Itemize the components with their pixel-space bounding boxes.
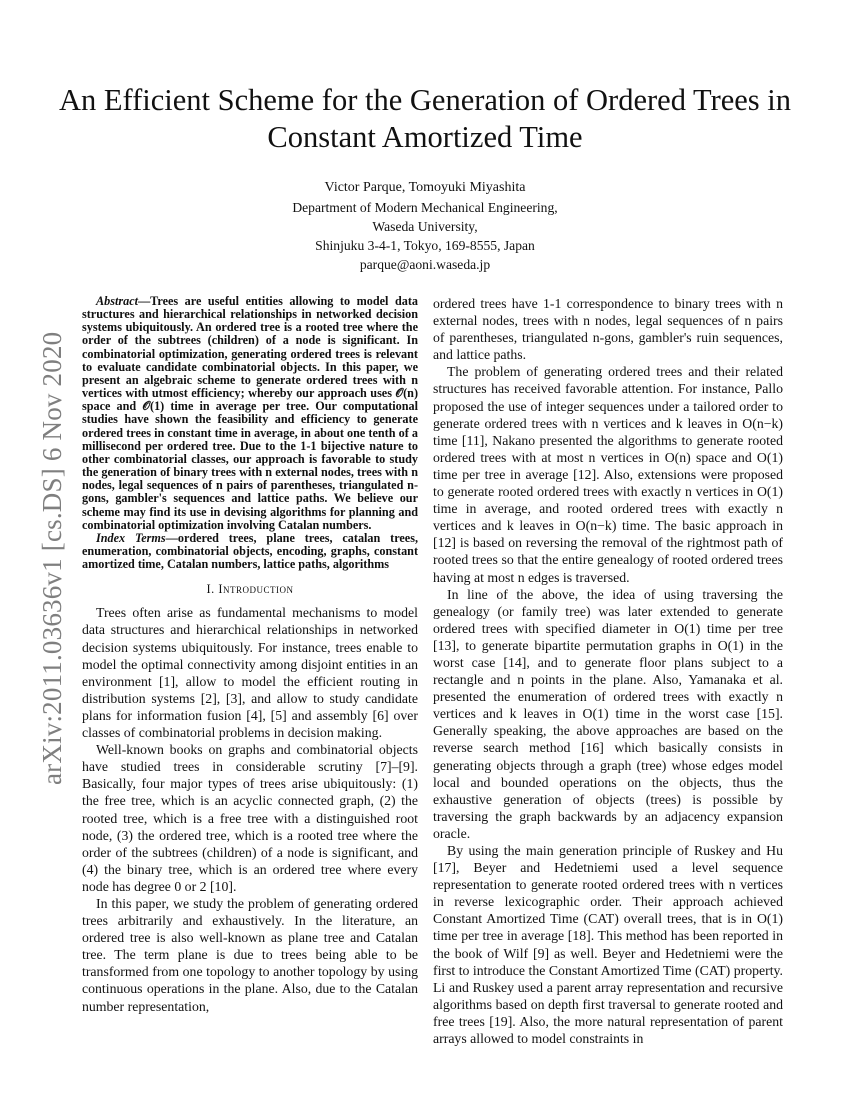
paragraph: ordered trees have 1-1 correspondence to binary trees with n external nodes, trees with n nodes, legal sequences of n pairs of parentheses, triangulated n-gons, gambler's ruin sequences, and lattice paths. [433, 296, 783, 363]
abstract-text: —Trees are useful entities allowing to model data structures and hierarchical relationships in networked decision systems ubiquitously. An ordered tree is a rooted tree where the order of the subtrees (children) of a node is significant. In combinatorial optimization, generating ordered trees is relevant to evaluate candidate combinatorial objects. In this paper, we present an algebraic scheme to generate ordered trees with n vertices with utmost efficiency; whereby our approach uses 𝒪(n) space and 𝒪(1) time in average per tree. Our computational studies have shown the feasibility and efficiency to generate ordered trees in constant time in average, in about one tenth of a millisecond per ordered tree. Due to the 1-1 bijective nature to other combinatorial classes, our approach is favorable to study the generation of binary trees with n external nodes, trees with n nodes, legal sequences of n pairs of parentheses, triangulated n-gons, gambler's sequences and lattice paths. We believe our scheme may find its use in devising algorithms for planning and combinatorial optimization involving Catalan numbers. [82, 294, 418, 532]
section-title: Introduction [218, 582, 294, 597]
author-block [0, 178, 850, 274]
author-names: Victor Parque, Tomoyuki Miyashita [324, 180, 526, 195]
author-university: Waseda University, [372, 219, 478, 234]
paragraph: Trees often arise as fundamental mechanisms to model data structures and hierarchical relationships in networked decision systems ubiquitously. For instance, trees enable to model the optimal connectivity among disjoint entities in an environment [1], allow to model the efficient routing in distribution systems [2], [3], and allow to study candidate plans for information fusion [4], [5] and assembly [6] over classes of combinatorial problems in decision making. [82, 605, 418, 741]
right-column [433, 295, 783, 1047]
left-column [82, 295, 418, 1015]
author-address: Shinjuku 3-4-1, Tokyo, 169-8555, Japan [315, 238, 535, 253]
index-terms-label: Index Terms [96, 530, 166, 545]
index-terms [82, 532, 418, 571]
paragraph: By using the main generation principle of Ruskey and Hu [17], Beyer and Hedetniemi used a level sequence representation to generate rooted ordered trees with n vertices in reverse lexicographic order. Their approach achieved Constant Amortized Time (CAT) overall trees, that is in O(1) time per tree in average [18]. This method has been reported in the book of Wilf [9] as well. Beyer and Hedetniemi were the first to introduce the Constant Amortized Time (CAT) property. Li and Ruskey used a parent array representation and recursive algorithms based on depth first traversal to generate rooted and free trees [19]. Also, the more natural representation of parent arrays allowed to model constraints in [433, 843, 783, 1047]
index-terms-text: —ordered trees, plane trees, catalan trees, enumeration, combinatorial objects, encoding, graphs, constant amortized time, Catalan numbers, lattice paths, algorithms [82, 530, 418, 572]
abstract [82, 295, 418, 532]
paragraph: The problem of generating ordered trees and their related structures has received favorable attention. For instance, Pallo proposed the use of integer sequences under a tailored order to generate ordered trees with n vertices and k leaves in O(n−k) time [11], Nakano presented the algorithms to generate rooted ordered trees with at most n vertices in O(n) space and O(1) time per tree in average [12]. Also, extensions were proposed to generate rooted ordered trees with exactly n vertices in O(1) time in average, and rooted ordered trees with exactly n vertices and k leaves in O(n−k) time. The basic approach in [12] is based on reversing the removal of the rightmost path of rooted trees so that the entire genealogy of rooted ordered trees having at most n edges is traversed. [433, 364, 783, 585]
paragraph: In this paper, we study the problem of generating ordered trees arbitrarily and exhaustively. In the literature, an ordered tree is also well-known as plane tree and Catalan tree. The term plane is due to trees being able to be transformed from one topology to another topology by using continuous operations in the plane. Also, due to the Catalan number representation, [82, 895, 418, 1014]
paper-title: An Efficient Scheme for the Generation of Ordered Trees in Constant Amortized Time [58, 83, 792, 154]
arxiv-identifier-stamp: arXiv:2011.03636v1 [cs.DS] 6 Nov 2020 [37, 331, 67, 785]
section-heading [82, 581, 418, 598]
author-email: parque@aoni.waseda.jp [359, 257, 491, 272]
paragraph: Well-known books on graphs and combinatorial objects have studied trees in considerable scrutiny [7]–[9]. Basically, four major types of trees arise ubiquitously: (1) the free tree, which is an acyclic connected graph, (2) the rooted tree, which is a free tree with a distinguished root node, (3) the ordered tree, which is a rooted tree where the order of the subtrees (children) of a node is significant, and (4) the binary tree, which is an ordered tree where every node has degree 0 or 2 [10]. [82, 742, 418, 894]
section-number: I. [206, 582, 215, 597]
author-department: Department of Modern Mechanical Engineering, [292, 200, 558, 215]
paragraph: In line of the above, the idea of using traversing the genealogy (or family tree) was later extended to generate ordered trees with specified diameter in O(1) time per tree [13], to generate bipartite permutation graphs in O(1) in the worst case [14], and to generate floor plans subject to a rectangle and n points in the plane. Also, Yamanaka et al. presented the enumeration of ordered trees with exactly n vertices and k leaves in O(1) time in the worst case [15]. Generally speaking, the above approaches are based on the reverse search method [16] which basically consists in generating objects through a graph (tree) whose edges model local and bounded operations on the objects, thus the exhaustive generation of objects (trees) is possible by traversing the graph backwards by an adjacency expansion oracle. [433, 586, 783, 841]
abstract-label: Abstract [96, 294, 138, 308]
